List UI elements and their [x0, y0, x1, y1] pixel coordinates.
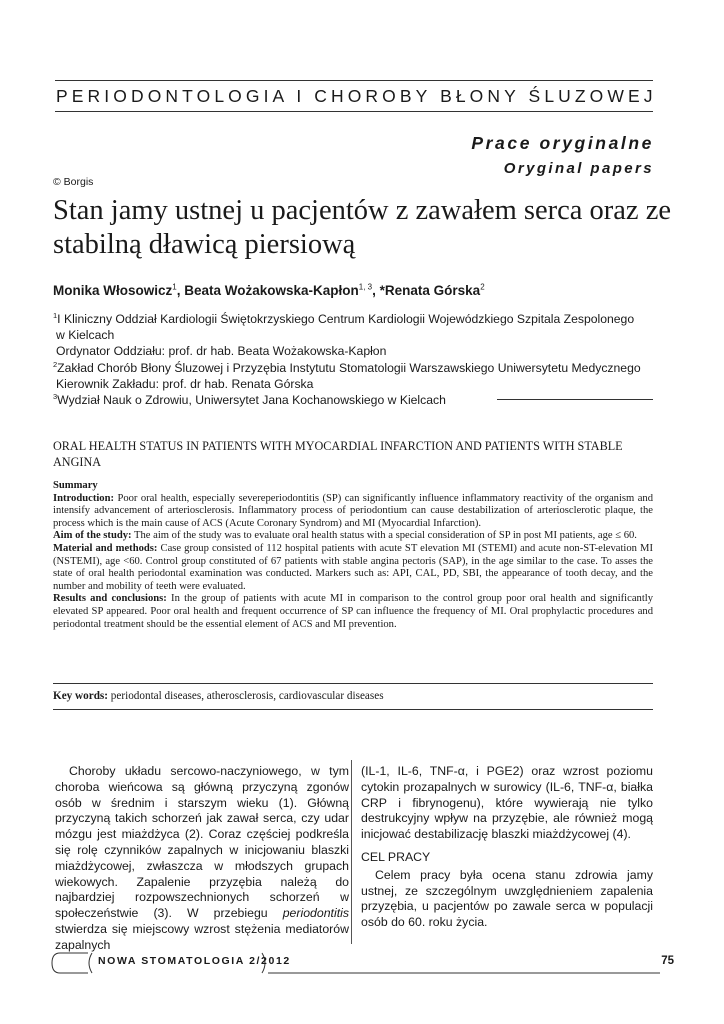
keywords-label: Key words: [53, 690, 108, 702]
affiliation-sup: 2 [53, 359, 58, 369]
section-heading: CEL PRACY [361, 849, 431, 864]
author-name: Monika Włosowicz [53, 283, 173, 298]
author-affiliation-sup: 2 [480, 282, 485, 292]
summary-label: Material and methods: [53, 542, 158, 554]
author-list [53, 283, 485, 298]
affiliation-2-head: Kierownik Zakładu: prof. dr hab. Renata Górska [56, 376, 314, 391]
affiliation-sup: 3 [53, 391, 58, 401]
summary-label: Introduction: [53, 492, 115, 504]
summary-text: The aim of the study was to evaluate oral health status with a special consideration of SP in post MI patients, age ≤ 60. [131, 530, 637, 542]
affiliation-text: Zakład Chorób Błony Śluzowej i Przyzębia Instytutu Stomatologii Warszawskiego Uniwersytetu Medycznego [57, 360, 641, 375]
summary-label: Aim of the study: [53, 530, 132, 542]
affiliation-1-cont: w Kielcach [56, 328, 115, 343]
body-paragraph: (IL-1, IL-6, TNF-α, i PGE2) oraz wzrost poziomu cytokin prozapalnych w surowicy (IL-6, TNF-α, białka CRP i fibrynogenu), które wywierają nie tylko destrukcyjny wpływ na przyzębie, ale również mogą inicjować destabilizację blaszki miażdżycowej (4). [361, 764, 653, 842]
summary-heading: Summary [53, 480, 98, 491]
affiliation-2 [53, 360, 693, 376]
affiliation-short-rule [497, 399, 653, 400]
keywords [53, 690, 384, 702]
affiliation-text: Wydział Nauk o Zdrowiu, Uniwersytet Jana Kochanowskiego w Kielcach [57, 393, 446, 408]
keywords-bottom-rule [53, 709, 653, 710]
body-paragraph: Celem pracy była ocena stanu zdrowia jamy ustnej, ze szczególnym uwzględnieniem zapalenia przyzębia, u pacjentów po zawale serca w populacji osób do 60. roku życia. [361, 867, 653, 930]
summary-label: Results and conclusions: [53, 593, 167, 605]
summary-text: Case group consisted of 112 hospital patients with acute ST elevation MI (STEMI) and acute non-ST-elevation MI (NSTEMI), age <60. Control group constituted of 67 patients with stable angina pectoris (SAP), in the age similar to the case. To asses the state of oral health periodontal examination was conducted. Markers such as: API, CAL, PD, SBI, the appearance of tooth decay, and the number and mobility of teeth were evaluated. [53, 542, 653, 592]
author-affiliation-sup: 1 [172, 282, 177, 292]
affiliation-text: I Kliniczny Oddział Kardiologii Świętokrzyskiego Centrum Kardiologii Wojewódzkiego Szpitala Zespolonego [57, 312, 635, 326]
keywords-top-rule [53, 683, 653, 684]
header-top-rule [55, 80, 653, 81]
author-name: Beata Wożakowska-Kapłon [184, 283, 359, 298]
body-paragraph [55, 764, 349, 954]
article-type-en: Oryginal papers [503, 160, 654, 177]
author-affiliation-sup: 1, 3 [358, 282, 373, 292]
summary-block [53, 480, 653, 631]
section-title: PERIODONTOLOGIA I CHOROBY BŁONY ŚLUZOWEJ [56, 86, 657, 106]
author-separator: , [176, 283, 185, 298]
summary-results [53, 593, 653, 631]
body-column-right [361, 764, 653, 931]
author-separator: , [372, 283, 380, 298]
body-text: Choroby układu sercowo-naczyniowego, w tym choroba wieńcowa są główną przyczyną zgonów osób w średnim i starszym wieku (1). Główną przyczyną takich schorzeń jak zawał serca, czy udar mózgu jest miażdżyca (2). Coraz częściej podkreśla się rolę czynników zapalnych w inicjowaniu blaszki miażdżycowej, zwłaszcza w młodszych grupach wiekowych. Zapalenie przyzębia należą do najbardziej rozpowszechnionych schorzeń w społeczeństwie (3). W przebiegu [55, 764, 349, 921]
summary-methods [53, 543, 653, 593]
body-column-left [55, 764, 349, 954]
article-title: Stan jamy ustnej u pacjentów z zawałem serca oraz ze stabilną dławicą piersiową [53, 195, 672, 260]
summary-text: In the group of patients with acute MI in comparison to the control group poor oral health and significantly elevated SP appeared. Poor oral health and frequent occurrence of SP can influence the frequency of MI. Oral prophylactic procedures and periodontal treatment should be the essential element of ACS and MI prevention. [53, 593, 654, 630]
affiliation-1 [53, 311, 693, 327]
keywords-text: periodontal diseases, atherosclerosis, cardiovascular diseases [108, 690, 384, 702]
affiliations [53, 311, 693, 408]
affiliation-1-head: Ordynator Oddziału: prof. dr hab. Beata Wożakowska-Kapłon [56, 344, 387, 359]
summary-introduction [53, 493, 653, 531]
summary-text: Poor oral health, especially severeperiodontitis (SP) can significantly influence inflammatory reactivity of the organism and intensify advancement of arteriosclerosis. Inflammatory process of periodontium can cause destabilization of arteriosclerotic plaque, the process which is the main cause of ACS (Acute Coronary Syndrom) and MI (Myocardial Infarction). [53, 492, 653, 529]
author-name: *Renata Górska [379, 283, 481, 298]
copyright-notice: © Borgis [53, 176, 94, 188]
body-emphasis: periodontitis [282, 906, 349, 921]
affiliation-3 [53, 392, 693, 408]
header-bottom-rule [55, 111, 653, 112]
affiliation-sup: 1 [53, 310, 58, 320]
column-divider [351, 760, 352, 944]
body-text: stwierdza się miejscowy wzrost stężenia mediatorów zapalnych [55, 921, 349, 952]
page-number: 75 [661, 955, 674, 967]
summary-aim [53, 530, 653, 543]
footer-journal-name: NOWA STOMATOLOGIA 2/2012 [98, 955, 291, 967]
english-title: ORAL HEALTH STATUS IN PATIENTS WITH MYOCARDIAL INFARCTION AND PATIENTS WITH STABLE ANGINA [53, 439, 623, 469]
article-type-pl: Prace oryginalne [471, 133, 654, 153]
